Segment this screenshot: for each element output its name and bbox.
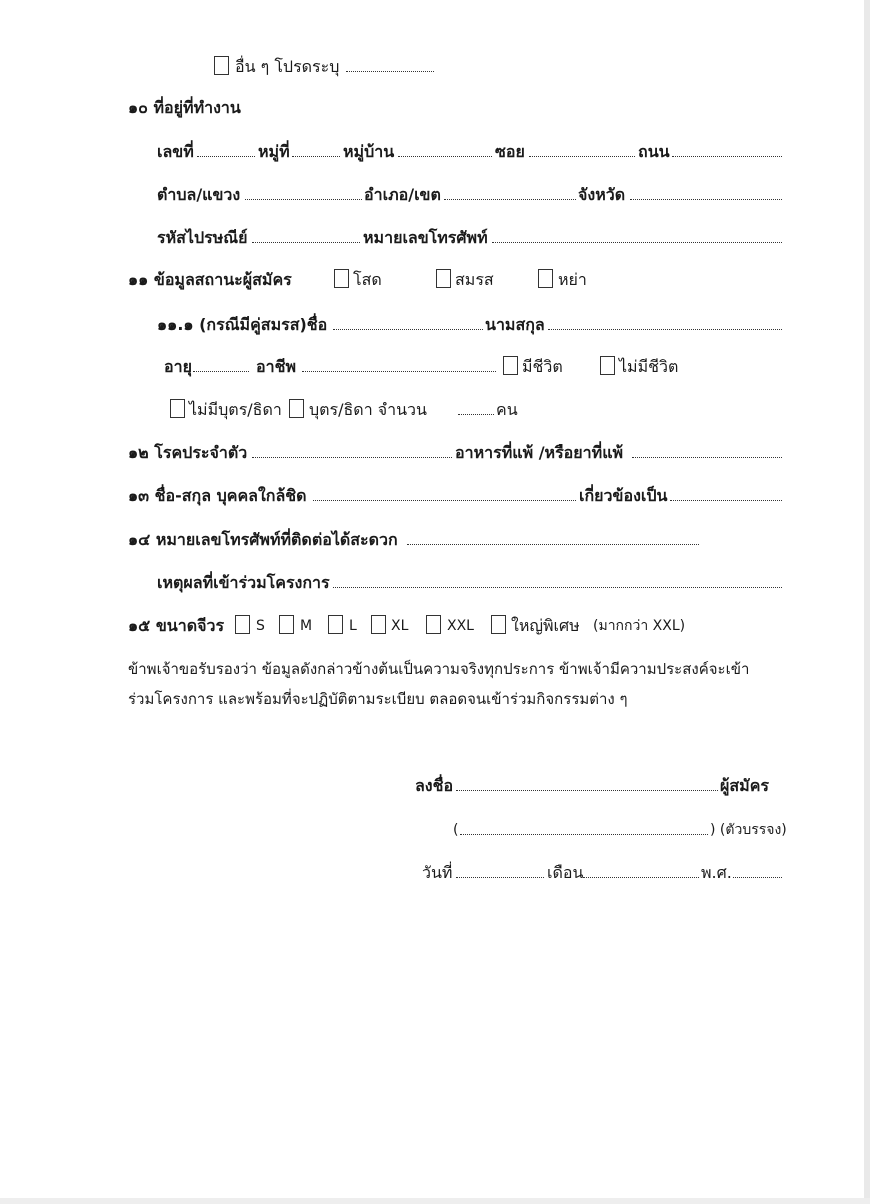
deceased-checkbox[interactable] — [600, 356, 615, 375]
married-checkbox[interactable] — [436, 269, 451, 288]
subdistrict-label: ตำบล/แขวง — [157, 185, 241, 204]
signature-row — [0, 771, 860, 801]
size-m-checkbox[interactable] — [279, 615, 294, 634]
size-xl-checkbox[interactable] — [371, 615, 386, 634]
persons-label: คน — [496, 400, 518, 419]
month-field[interactable] — [583, 877, 699, 878]
road-label: ถนน — [638, 142, 670, 161]
spouse-surname-field[interactable] — [548, 329, 782, 330]
relation-label: เกี่ยวข้องเป็น — [579, 486, 668, 505]
size-extra-note: (มากกว่า XXL) — [593, 618, 686, 634]
children-checkbox[interactable] — [289, 399, 304, 418]
s13-row — [0, 481, 860, 511]
divorced-checkbox[interactable] — [538, 269, 553, 288]
reason-label: เหตุผลที่เข้าร่วมโครงการ — [157, 573, 330, 592]
s12-title: ๑๒ โรคประจำตัว — [128, 443, 248, 462]
s10-heading-row — [0, 93, 860, 123]
size-extra-label: ใหญ่พิเศษ — [511, 616, 580, 635]
reason-field[interactable] — [333, 587, 782, 588]
open-paren: ( — [453, 822, 459, 838]
occupation-field[interactable] — [302, 371, 496, 372]
province-field[interactable] — [630, 199, 782, 200]
s14-row — [0, 525, 860, 555]
house-no-field[interactable] — [197, 156, 255, 157]
spouse-name-field[interactable] — [333, 329, 483, 330]
subdistrict-field[interactable] — [245, 199, 362, 200]
disease-field[interactable] — [252, 457, 452, 458]
page-edge — [864, 0, 870, 1204]
alive-checkbox[interactable] — [503, 356, 518, 375]
allergy-label: อาหารที่แพ้ /หรือยาที่แพ้ — [455, 443, 624, 462]
applicant-label: ผู้สมัคร — [720, 776, 769, 795]
print-name-field[interactable] — [460, 834, 708, 835]
s15-row — [0, 611, 860, 641]
page-bottom-edge — [0, 1198, 870, 1204]
house-no-label: เลขที่ — [157, 142, 194, 161]
no-children-label: ไม่มีบุตร/ธิดา — [189, 400, 282, 419]
soi-field[interactable] — [529, 156, 635, 157]
s14-title: ๑๔ หมายเลขโทรศัพท์ที่ติดต่อได้สะดวก — [128, 530, 398, 549]
contact-phone-field[interactable] — [407, 544, 699, 545]
district-field[interactable] — [444, 199, 576, 200]
print-name-label: ) (ตัวบรรจง) — [710, 822, 787, 838]
alive-label: มีชีวิต — [522, 357, 563, 376]
moo-label: หมู่ที่ — [258, 142, 290, 161]
size-l-checkbox[interactable] — [328, 615, 343, 634]
children-label: บุตร/ธิดา จำนวน — [309, 400, 427, 419]
postcode-field[interactable] — [252, 242, 360, 243]
year-field[interactable] — [733, 877, 782, 878]
declaration — [128, 654, 788, 714]
work-phone-field[interactable] — [492, 242, 782, 243]
village-field[interactable] — [398, 156, 492, 157]
allergy-field[interactable] — [632, 457, 782, 458]
declaration-line-2: ร่วมโครงการ และพร้อมที่จะปฏิบัติตามระเบียบ ตลอดจนเข้าร่วมกิจกรรมต่าง ๆ — [128, 690, 628, 708]
s10-title: ๑๐ ที่อยู่ที่ทำงาน — [128, 98, 241, 117]
size-s-checkbox[interactable] — [235, 615, 250, 634]
spouse-name-label: ๑๑.๑ (กรณีมีคู่สมรส)ชื่อ — [157, 315, 328, 334]
other-field[interactable] — [346, 71, 434, 72]
size-xxl-label: XXL — [447, 618, 474, 634]
work-phone-label: หมายเลขโทรศัพท์ — [363, 228, 488, 247]
soi-label: ซอย — [495, 142, 525, 161]
village-label: หมู่บ้าน — [343, 142, 395, 161]
age-label: อายุ — [164, 357, 192, 376]
size-extra-checkbox[interactable] — [491, 615, 506, 634]
s15-title: ๑๕ ขนาดจีวร — [128, 616, 225, 635]
moo-field[interactable] — [292, 156, 340, 157]
divorced-label: หย่า — [558, 270, 587, 289]
month-label: เดือน — [547, 863, 584, 882]
married-label: สมรส — [455, 270, 494, 289]
sign-label: ลงชื่อ — [415, 776, 454, 795]
s11-children-row — [0, 395, 860, 425]
no-children-checkbox[interactable] — [170, 399, 185, 418]
children-count-field[interactable] — [458, 414, 494, 415]
day-field[interactable] — [456, 877, 544, 878]
size-l-label: L — [349, 618, 357, 634]
postcode-label: รหัสไปรษณีย์ — [157, 228, 248, 247]
road-field[interactable] — [672, 156, 782, 157]
year-label: พ.ศ. — [701, 863, 732, 882]
signature-field[interactable] — [456, 790, 718, 791]
date-row — [0, 858, 860, 888]
s11-spouse-row — [0, 310, 860, 340]
size-m-label: M — [300, 618, 313, 634]
other-checkbox[interactable] — [214, 56, 229, 75]
other-label: อื่น ๆ โปรดระบุ — [235, 57, 340, 76]
deceased-label: ไม่มีชีวิต — [619, 357, 679, 376]
print-name-row — [0, 815, 860, 845]
relation-field[interactable] — [670, 500, 782, 501]
s11-status-row — [0, 265, 860, 295]
province-label: จังหวัด — [578, 185, 626, 204]
s11-title: ๑๑ ข้อมูลสถานะผู้สมัคร — [128, 270, 292, 289]
district-label: อำเภอ/เขต — [364, 185, 441, 204]
date-label: วันที่ — [422, 863, 453, 882]
s10-district-row — [0, 180, 860, 210]
size-s-label: S — [256, 618, 265, 634]
size-xxl-checkbox[interactable] — [426, 615, 441, 634]
occupation-label: อาชีพ — [256, 357, 296, 376]
s10-address-row — [0, 137, 860, 167]
close-person-field[interactable] — [313, 500, 576, 501]
single-label: โสด — [353, 270, 382, 289]
other-row — [0, 52, 860, 82]
single-checkbox[interactable] — [334, 269, 349, 288]
s10-postcode-row — [0, 223, 860, 253]
s11-spouse-detail-row — [0, 352, 860, 382]
age-field[interactable] — [193, 371, 249, 372]
spouse-surname-label: นามสกุล — [485, 315, 545, 334]
reason-row — [0, 568, 860, 598]
s12-row — [0, 438, 860, 468]
s13-title: ๑๓ ชื่อ-สกุล บุคคลใกล้ชิด — [128, 486, 307, 505]
declaration-line-1: ข้าพเจ้าขอรับรองว่า ข้อมูลดังกล่าวข้างต้นเป็นความจริงทุกประการ ข้าพเจ้ามีความประสงค์จะเข้า — [128, 660, 750, 678]
size-xl-label: XL — [391, 618, 409, 634]
